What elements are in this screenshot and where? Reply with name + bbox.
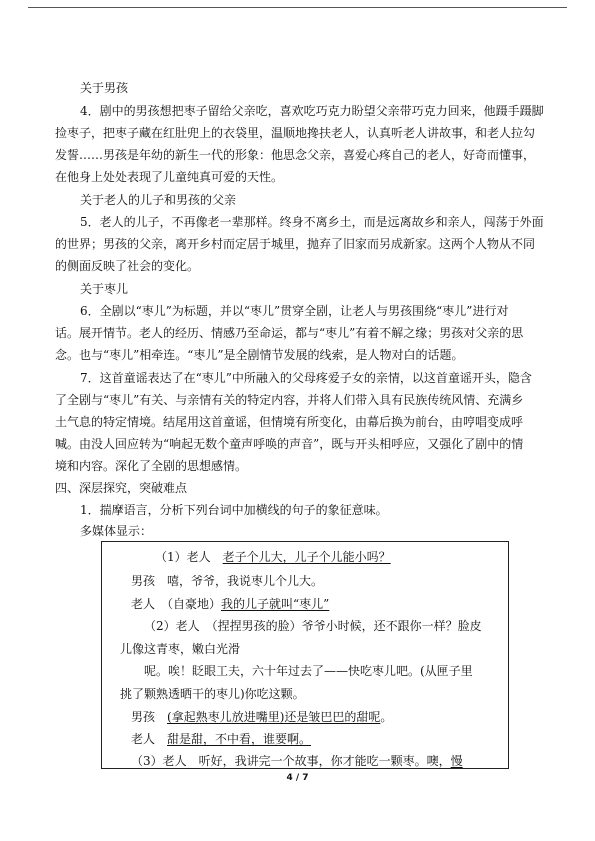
dialogue-line-6: 呢。唉！眨眼工夫，六十年过去了——快吃枣儿吧。(从匣子里 [144, 664, 473, 678]
page-number: 4 / 7 [286, 773, 309, 783]
dialogue-line-8: 男孩 (拿起熟枣儿放进嘴里)还是皱巴巴的甜呢。 [131, 710, 393, 724]
para-7-line-1: 7．这首童谣表达了在“枣儿”中所融入的父母疼爱子女的亲情，以这首童谣开头，隐含 [80, 371, 532, 385]
dialogue-line-10: （3）老人 听好，我讲完一个故事，你才能吃一颗枣。噢，慢 [131, 754, 463, 768]
heading-son: 关于老人的儿子和男孩的父亲 [80, 193, 237, 207]
dialogue-line-3: 老人 （自豪地）我的儿子就叫“枣儿” [131, 597, 330, 611]
para-6-line-2: 话。展开情节。老人的经历、情感乃至命运，都与“枣儿”有着不解之缘；男孩对父亲的思 [55, 326, 524, 340]
dialogue-line-1: （1）老人 老子个儿大，儿子个儿能小吗？ [155, 550, 391, 564]
para-5-line-2: 的世界；男孩的父亲，离开乡村而定居于城里，抛弃了旧家而另成新家。这两个人物从不同 [55, 237, 536, 251]
dialogue-line-4: （2）老人 （捏捏男孩的脸）爷爷小时候，还不跟你一样？脸皮 [144, 619, 482, 633]
heading-date: 关于枣儿 [80, 282, 129, 296]
underlined-sentence-1: 老子个儿大，儿子个儿能小吗？ [222, 550, 391, 564]
para-4-line-1: 4．剧中的男孩想把枣子留给父亲吃，喜欢吃巧克力盼望父亲带巧克力回来，他蹑手蹑脚 [80, 104, 544, 118]
para-6-line-1: 6．全剧以“枣儿”为标题，并以“枣儿”贯穿全剧，让老人与男孩围绕“枣儿”进行对 [80, 304, 509, 318]
underlined-sentence-5: 慢 [450, 754, 463, 768]
para-5-line-1: 5．老人的儿子，不再像老一辈那样。终身不离乡土，而是远离故乡和亲人，闯荡于外面 [80, 215, 544, 229]
para-4-line-2: 捡枣子，把枣子藏在红肚兜上的衣袋里，温顺地搀扶老人，认真听老人讲故事，和老人拉勾 [55, 126, 536, 140]
underlined-sentence-2: 我的儿子就叫“枣儿” [221, 597, 330, 611]
task-line: 1．揣摩语言，分析下列台词中加横线的句子的象征意味。 [80, 503, 388, 517]
header-rule [28, 7, 567, 8]
para-6-line-3: 念。也与“枣儿”相牵连。“枣儿”是全剧情节发展的线索，是人物对白的话题。 [55, 348, 464, 362]
para-4-line-3: 发誓……男孩是年幼的新生一代的形象：他思念父亲，喜爱心疼自己的老人，好奇而懂事， [55, 148, 536, 162]
dialogue-line-7: 挑了颗熟透晒干的枣儿)你吃这颗。 [120, 687, 305, 701]
dialogue-line-5: 儿像这青枣，嫩白光滑 [120, 642, 241, 656]
para-7-line-4: 喊。由没人回应转为“响起无数个童声呼唤的声音”，既与开头相呼应，又强化了剧中的情 [55, 437, 524, 451]
underlined-sentence-3: (拿起熟枣儿放进嘴里)还是皱巴巴的甜呢 [167, 710, 381, 724]
heading-boy: 关于男孩 [80, 81, 129, 95]
section-four-heading: 四、深层探究，突破难点 [55, 481, 188, 495]
para-7-line-5: 境和内容。深化了全剧的思想感情。 [55, 459, 248, 473]
underlined-sentence-4: 甜是甜，不中看，谁要啊。 [167, 732, 312, 746]
dialogue-line-9: 老人 甜是甜，不中看，谁要啊。 [131, 732, 312, 746]
para-4-line-4: 在他身上处处表现了儿童纯真可爱的天性。 [55, 170, 284, 184]
para-5-line-3: 的侧面反映了社会的变化。 [55, 259, 200, 273]
media-label: 多媒体显示： [80, 524, 153, 538]
dialogue-line-2: 男孩 嘻，爷爷，我说枣儿个儿大。 [131, 574, 324, 588]
para-7-line-2: 了全剧与“枣儿”有关、与亲情有关的特定内容，并将人们带入具有民族传统风情、充满乡 [55, 393, 524, 407]
para-7-line-3: 土气息的特定情境。结尾用这首童谣，但情境有所变化，由幕后换为前台，由哼唱变成呼 [55, 415, 524, 429]
